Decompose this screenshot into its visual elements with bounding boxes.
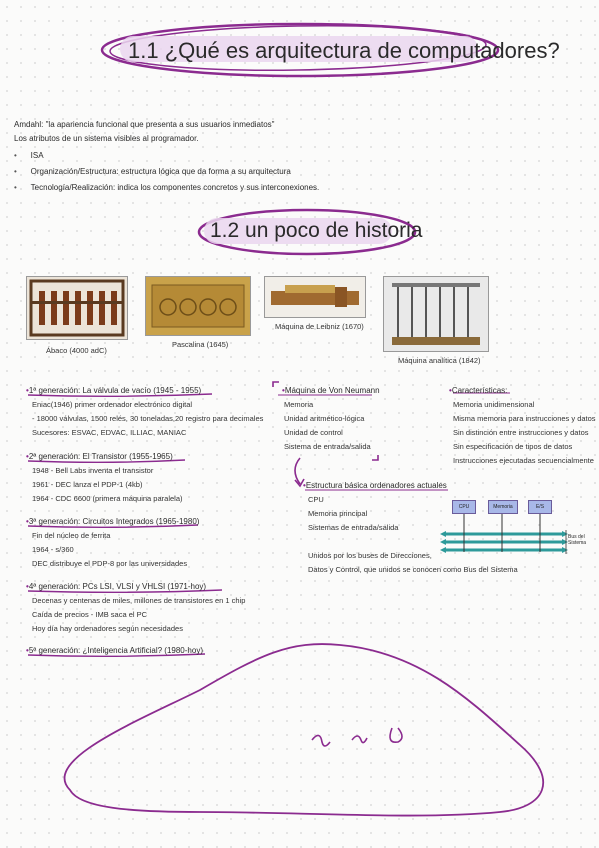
- abaco-caption: Ábaco (4000 adC): [46, 346, 107, 355]
- es-box: E/S: [528, 500, 552, 514]
- caracteristica-item: Memoria unidimensional: [453, 400, 535, 409]
- caracteristicas-title: •Características:: [449, 386, 508, 395]
- estructura-item: CPU: [308, 495, 324, 504]
- pascalina-image: [145, 276, 251, 336]
- generation-1-title: •1ª generación: La válvula de vacío (1945 - 1955): [26, 386, 202, 395]
- gen1-line: Sucesores: ESVAC, EDVAC, ILLIAC, MANIAC: [32, 428, 187, 437]
- analitica-image: [383, 276, 489, 352]
- intro-line-2: Los atributos de un sistema visibles al programador.: [14, 134, 199, 143]
- estructura-item: Sistemas de entrada/salida: [308, 523, 399, 532]
- intro-bullet: • Organización/Estructura: estructura lógica que da forma a su arquitectura: [14, 167, 291, 176]
- memoria-box: Memoria: [488, 500, 518, 514]
- section-title: 1.2 un poco de historia: [210, 219, 423, 242]
- gen1-line: - 18000 válvulas, 1500 relés, 30 toneladas,20 registro para decimales: [32, 414, 264, 423]
- generation-5-title: •5ª generación: ¿Inteligencia Artificial? (1980-hoy): [26, 646, 203, 655]
- caracteristica-item: Instrucciones ejecutadas secuencialmente: [453, 456, 594, 465]
- gen1-line: Eniac(1946) primer ordenador electrónico digital: [32, 400, 193, 409]
- gen3-line: 1964 - s/360: [32, 545, 74, 554]
- vonneumann-item: Unidad de control: [284, 428, 343, 437]
- generation-2-title: •2ª generación: El Transistor (1955-1965): [26, 452, 173, 461]
- abaco-image: [26, 276, 128, 340]
- analitica-caption: Máquina analítica (1842): [398, 356, 481, 365]
- vonneumann-item: Unidad aritmético-lógica: [284, 414, 365, 423]
- generation-3-title: •3ª generación: Circuitos Integrados (1965-1980): [26, 517, 200, 526]
- vonneumann-item: Sistema de entrada/salida: [284, 442, 371, 451]
- cpu-box: CPU: [452, 500, 476, 514]
- vonneumann-item: Memoria: [284, 400, 314, 409]
- gen2-line: 1964 - CDC 6600 (primera máquina paralela): [32, 494, 183, 503]
- leibniz-caption: Máquina de Leibniz (1670): [275, 322, 364, 331]
- pascalina-caption: Pascalina (1645): [172, 340, 229, 349]
- gen3-line: DEC distribuye el PDP-8 por las universidades: [32, 559, 188, 568]
- leibniz-image: [264, 276, 366, 318]
- intro-bullet: • Tecnología/Realización: indica los componentes concretos y sus interconexiones.: [14, 183, 320, 192]
- vonneumann-title: •Máquina de Von Neumann: [282, 386, 380, 395]
- gen4-line: Hoy día hay ordenadores según necesidades: [32, 624, 183, 633]
- estructura-item: Memoria principal: [308, 509, 368, 518]
- bus-label: Bus del Sistema: [568, 534, 587, 546]
- page-title: 1.1 ¿Qué es arquitectura de computadores?: [128, 38, 560, 63]
- estructura-note: Datos y Control, que unidos se conocen como Bus del Sistema: [308, 565, 518, 574]
- generation-4-title: •4ª generación: PCs LSI, VLSI y VHLSI (1971-hoy): [26, 582, 207, 591]
- gen2-line: 1961 - DEC lanza el PDP-1 (4kb): [32, 480, 143, 489]
- gen4-line: Caída de precios - IMB saca el PC: [32, 610, 148, 619]
- caracteristica-item: Sin especificación de tipos de datos: [453, 442, 573, 451]
- bus-diagram: [440, 496, 590, 558]
- estructura-title: •Estructura básica ordenadores actuales: [303, 481, 447, 490]
- intro-bullet: • ISA: [14, 151, 44, 160]
- intro-line-1: Amdahl: "la apariencia funcional que presenta a sus usuarios inmediatos": [14, 120, 275, 129]
- gen3-line: Fin del núcleo de ferrita: [32, 531, 111, 540]
- caracteristica-item: Sin distinción entre instrucciones y datos: [453, 428, 589, 437]
- gen4-line: Decenas y centenas de miles, millones de transistores en 1 chip: [32, 596, 246, 605]
- caracteristica-item: Misma memoria para instrucciones y datos: [453, 414, 596, 423]
- gen2-line: 1948 - Bell Labs inventa el transistor: [32, 466, 154, 475]
- estructura-note: Unidos por los buses de Direcciones,: [308, 551, 432, 560]
